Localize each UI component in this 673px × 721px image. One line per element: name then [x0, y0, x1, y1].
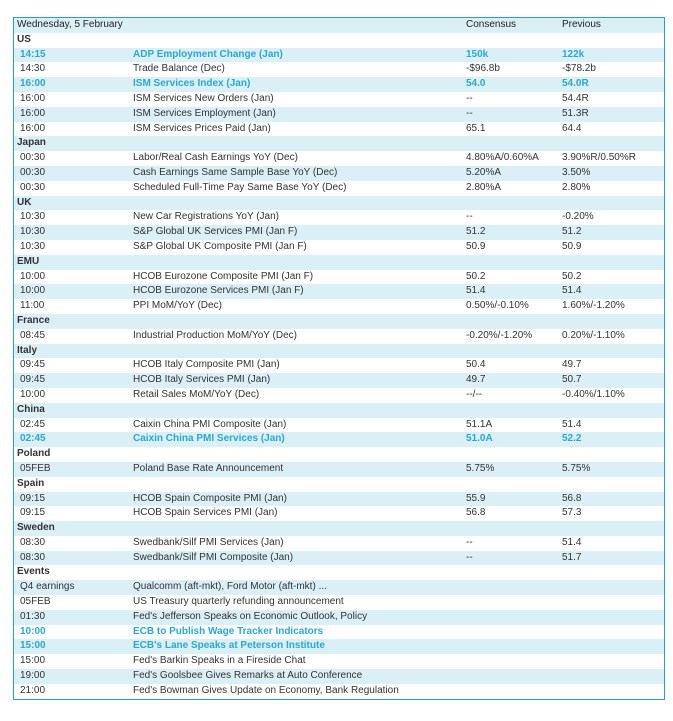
- section-label: EMU: [17, 255, 40, 267]
- event-cell: Industrial Production MoM/YoY (Dec): [133, 329, 297, 341]
- table-row: [14, 388, 664, 403]
- section-header: [14, 521, 664, 536]
- previous-cell: 64.4: [562, 122, 582, 134]
- time-cell: 16:00: [20, 92, 46, 104]
- event-cell: ISM Services Prices Paid (Jan): [133, 122, 271, 134]
- previous-cell: 49.7: [562, 359, 582, 371]
- previous-cell: 57.3: [562, 507, 582, 519]
- consensus-cell: 50.4: [466, 359, 486, 371]
- consensus-cell: --: [466, 211, 473, 223]
- section-label: France: [17, 314, 50, 326]
- previous-cell: 51.2: [562, 226, 582, 238]
- consensus-cell: 5.20%A: [466, 166, 502, 178]
- event-cell: Caixin China PMI Composite (Jan): [133, 418, 287, 430]
- previous-cell: 56.8: [562, 492, 582, 504]
- table-row: [14, 358, 664, 373]
- time-cell: 16:00: [20, 78, 46, 90]
- event-cell: Scheduled Full-Time Pay Same Base YoY (Dec): [133, 181, 347, 193]
- event-cell: Cash Earnings Same Sample Base YoY (Dec): [133, 166, 338, 178]
- table-row: [14, 181, 664, 196]
- previous-cell: 54.4R: [562, 92, 589, 104]
- table-row: [14, 329, 664, 344]
- time-cell: 15:00: [20, 640, 46, 652]
- consensus-cell: 4.80%A/0.60%A: [466, 152, 539, 164]
- time-cell: 11:00: [20, 300, 45, 312]
- event-cell: Fed's Bowman Gives Update on Economy, Bank Regulation: [133, 684, 399, 696]
- section-header: [14, 33, 664, 48]
- time-cell: 08:30: [20, 536, 46, 548]
- time-cell: 09:15: [20, 507, 46, 519]
- table-row: [14, 684, 664, 699]
- time-cell: 00:30: [20, 166, 46, 178]
- table-row: [14, 284, 664, 299]
- time-cell: 10:00: [20, 285, 46, 297]
- event-cell: HCOB Spain Services PMI (Jan): [133, 507, 278, 519]
- event-cell: ECB to Publish Wage Tracker Indicators: [133, 625, 324, 637]
- previous-cell: 51.7: [562, 551, 582, 563]
- table-row: [14, 225, 664, 240]
- event-cell: HCOB Eurozone Composite PMI (Jan F): [133, 270, 314, 282]
- table-row: [14, 122, 664, 137]
- previous-cell: 51.4: [562, 418, 582, 430]
- table-row: [14, 418, 664, 433]
- event-cell: New Car Registrations YoY (Jan): [133, 211, 279, 223]
- event-cell: Fed's Goolsbee Gives Remarks at Auto Conference: [133, 670, 363, 682]
- consensus-cell: 51.4: [466, 285, 486, 297]
- consensus-cell: --: [466, 536, 473, 548]
- table-row: [14, 625, 664, 640]
- table-row: [14, 48, 664, 63]
- section-header: [14, 314, 664, 329]
- time-cell: 00:30: [20, 181, 46, 193]
- table-row: [14, 166, 664, 181]
- time-cell: 09:45: [20, 359, 46, 371]
- event-cell: ISM Services Employment (Jan): [133, 107, 276, 119]
- table-row: [14, 92, 664, 107]
- previous-cell: 5.75%: [562, 462, 591, 474]
- table-row: [14, 462, 664, 477]
- table-row: [14, 77, 664, 92]
- table-row: [14, 669, 664, 684]
- table-row: [14, 595, 664, 610]
- table-header: [14, 18, 664, 33]
- event-cell: Fed's Barkin Speaks in a Fireside Chat: [133, 655, 306, 667]
- event-cell: HCOB Italy Services PMI (Jan): [133, 374, 271, 386]
- time-cell: 02:45: [20, 418, 46, 430]
- previous-cell: -0.20%: [562, 211, 594, 223]
- table-row: [14, 654, 664, 669]
- consensus-cell: 2.80%A: [466, 181, 502, 193]
- time-cell: 14:30: [20, 63, 46, 75]
- section-header: [14, 255, 664, 270]
- time-cell: 10:30: [20, 240, 46, 252]
- time-cell: 10:00: [20, 388, 46, 400]
- table-row: [14, 551, 664, 566]
- table-row: [14, 62, 664, 77]
- event-cell: Swedbank/Silf PMI Services (Jan): [133, 536, 284, 548]
- time-cell: 01:30: [20, 610, 46, 622]
- previous-cell: 52.2: [562, 433, 582, 445]
- time-cell: 19:00: [20, 670, 46, 682]
- previous-cell: 51.3R: [562, 107, 589, 119]
- event-cell: S&P Global UK Services PMI (Jan F): [133, 226, 298, 238]
- table-row: [14, 151, 664, 166]
- event-cell: Poland Base Rate Announcement: [133, 462, 284, 474]
- time-cell: 02:45: [20, 433, 46, 445]
- consensus-cell: 65.1: [466, 122, 486, 134]
- time-cell: 05FEB: [20, 596, 51, 608]
- consensus-cell: --: [466, 92, 473, 104]
- section-header: [14, 196, 664, 211]
- table-row: [14, 240, 664, 255]
- section-label: Poland: [17, 448, 51, 460]
- previous-cell: 50.7: [562, 374, 582, 386]
- time-cell: 10:30: [20, 226, 46, 238]
- table-row: [14, 536, 664, 551]
- table-row: [14, 506, 664, 521]
- previous-cell: 54.0R: [562, 78, 589, 90]
- section-label: UK: [17, 196, 32, 208]
- event-cell: HCOB Spain Composite PMI (Jan): [133, 492, 287, 504]
- time-cell: 10:30: [20, 211, 46, 223]
- section-label: Italy: [17, 344, 38, 356]
- previous-cell: -$78.2b: [562, 63, 596, 75]
- previous-heading: Previous: [562, 19, 601, 30]
- event-cell: Qualcomm (aft-mkt), Ford Motor (aft-mkt) ...: [133, 581, 327, 593]
- time-cell: 00:30: [20, 152, 46, 164]
- event-cell: HCOB Eurozone Services PMI (Jan F): [133, 285, 304, 297]
- event-cell: ISM Services Index (Jan): [133, 78, 251, 90]
- event-cell: HCOB Italy Composite PMI (Jan): [133, 359, 280, 371]
- consensus-cell: 0.50%/-0.10%: [466, 300, 529, 312]
- previous-cell: -0.40%/1.10%: [562, 388, 625, 400]
- event-cell: PPI MoM/YoY (Dec): [133, 300, 222, 312]
- table-row: [14, 373, 664, 388]
- time-cell: 15:00: [20, 655, 46, 667]
- event-cell: Fed's Jefferson Speaks on Economic Outlook, Policy: [133, 610, 368, 622]
- previous-cell: 3.50%: [562, 166, 591, 178]
- consensus-cell: 49.7: [466, 374, 486, 386]
- time-cell: 14:15: [20, 48, 46, 60]
- event-cell: ECB's Lane Speaks at Peterson Institute: [133, 640, 325, 652]
- consensus-cell: 55.9: [466, 492, 486, 504]
- section-label: Japan: [17, 137, 46, 149]
- section-label: China: [17, 403, 45, 415]
- time-cell: 08:45: [20, 329, 46, 341]
- consensus-cell: --: [466, 551, 473, 563]
- time-cell: 10:00: [20, 270, 46, 282]
- consensus-cell: -0.20%/-1.20%: [466, 329, 533, 341]
- time-cell: 08:30: [20, 551, 46, 563]
- consensus-cell: 50.9: [466, 240, 486, 252]
- section-label: US: [17, 33, 31, 45]
- table-row: [14, 432, 664, 447]
- time-cell: 16:00: [20, 107, 46, 119]
- previous-cell: 1.60%/-1.20%: [562, 300, 625, 312]
- consensus-heading: Consensus: [466, 19, 517, 30]
- consensus-cell: 54.0: [466, 78, 486, 90]
- previous-cell: 122k: [562, 48, 585, 60]
- previous-cell: 51.4: [562, 285, 582, 297]
- table-row: [14, 492, 664, 507]
- event-cell: ADP Employment Change (Jan): [133, 48, 283, 60]
- previous-cell: 50.9: [562, 240, 582, 252]
- table-row: [14, 107, 664, 122]
- previous-cell: 3.90%R/0.50%R: [562, 152, 636, 164]
- time-cell: 09:15: [20, 492, 46, 504]
- consensus-cell: 50.2: [466, 270, 486, 282]
- table-row: [14, 639, 664, 654]
- table-row: [14, 580, 664, 595]
- event-cell: Caixin China PMI Services (Jan): [133, 433, 285, 445]
- event-cell: Trade Balance (Dec): [133, 63, 225, 75]
- consensus-cell: --: [466, 107, 473, 119]
- consensus-cell: 5.75%: [466, 462, 495, 474]
- time-cell: 10:00: [20, 625, 46, 637]
- section-header: [14, 447, 664, 462]
- section-label: Spain: [17, 477, 45, 489]
- consensus-cell: 51.2: [466, 226, 486, 238]
- time-cell: 05FEB: [20, 462, 51, 474]
- table-row: [14, 299, 664, 314]
- section-header: [14, 403, 664, 418]
- previous-cell: 51.4: [562, 536, 582, 548]
- time-cell: Q4 earnings: [20, 581, 75, 593]
- table-row: [14, 270, 664, 285]
- section-header: [14, 344, 664, 359]
- event-cell: Labor/Real Cash Earnings YoY (Dec): [133, 152, 298, 164]
- event-cell: Retail Sales MoM/YoY (Dec): [133, 388, 260, 400]
- consensus-cell: -$96.8b: [466, 63, 500, 75]
- consensus-cell: 51.0A: [466, 433, 493, 445]
- consensus-cell: --/--: [466, 388, 483, 400]
- economic-calendar-table: [13, 17, 665, 700]
- table-row: [14, 210, 664, 225]
- previous-cell: 2.80%: [562, 181, 591, 193]
- date-heading: Wednesday, 5 February: [17, 19, 123, 30]
- consensus-cell: 56.8: [466, 507, 486, 519]
- time-cell: 21:00: [20, 684, 46, 696]
- consensus-cell: 51.1A: [466, 418, 493, 430]
- time-cell: 16:00: [20, 122, 46, 134]
- section-label: Sweden: [17, 522, 55, 534]
- consensus-cell: 150k: [466, 48, 489, 60]
- event-cell: US Treasury quarterly refunding announcement: [133, 596, 344, 608]
- section-header: [14, 565, 664, 580]
- event-cell: Swedbank/Silf PMI Composite (Jan): [133, 551, 294, 563]
- event-cell: ISM Services New Orders (Jan): [133, 92, 274, 104]
- table-row: [14, 610, 664, 625]
- previous-cell: 50.2: [562, 270, 582, 282]
- section-label: Events: [17, 566, 50, 578]
- time-cell: 09:45: [20, 374, 46, 386]
- section-header: [14, 136, 664, 151]
- event-cell: S&P Global UK Composite PMI (Jan F): [133, 240, 307, 252]
- previous-cell: 0.20%/-1.10%: [562, 329, 625, 341]
- section-header: [14, 477, 664, 492]
